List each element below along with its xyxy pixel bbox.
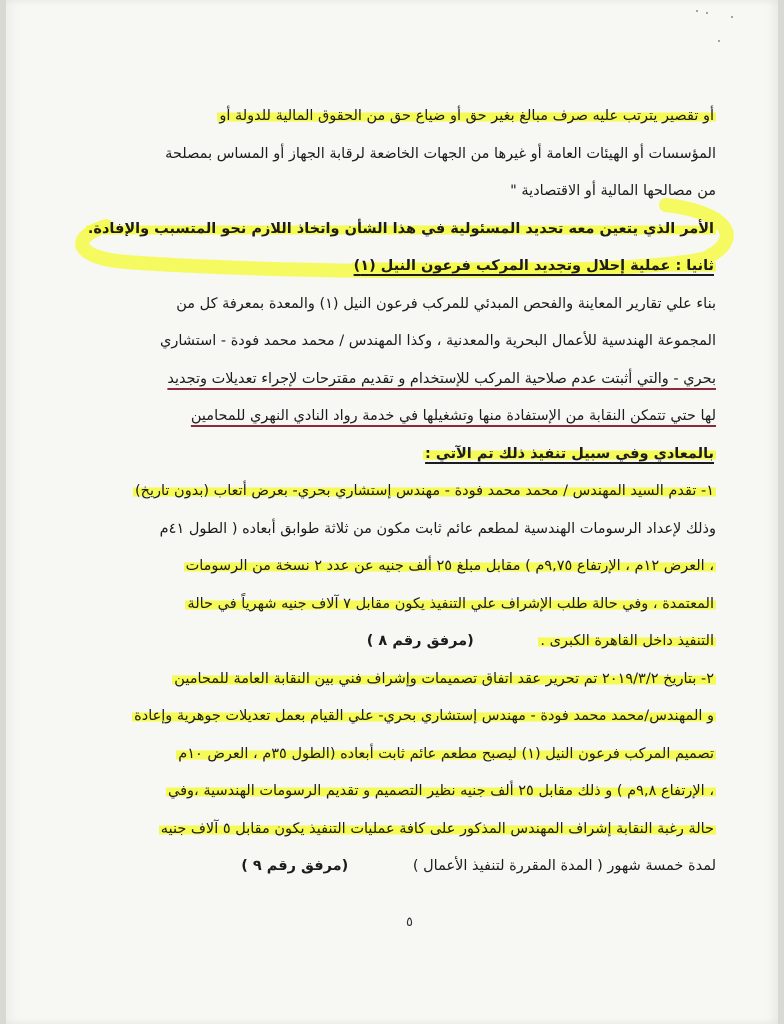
scan-speck (731, 16, 733, 18)
scan-speck (718, 40, 720, 42)
text-line: المجموعة الهندسية للأعمال البحرية والمعدنية ، وكذا المهندس / محمد محمد فودة - استشاري (159, 333, 716, 349)
document-body (76, 98, 716, 886)
text-line (76, 773, 716, 811)
attachment-reference: (مرفق رقم ٩ ) (241, 858, 349, 874)
highlighted-text: بالمعادي وفي سبيل تنفيذ ذلك تم الآتي : (425, 445, 714, 462)
highlighted-text: ، العرض ١٢م ، الإرتفاع ٩,٧٥م ) مقابل مبلغ ٢٥ ألف جنيه عن عدد ٢ نسخة من الرسومات (185, 558, 714, 574)
text-line (76, 736, 716, 774)
text-line: وذلك لإعداد الرسومات الهندسية لمطعم عائم ثابت مكون من ثلاثة طوابق أبعاده ( الطول ٤١م (159, 520, 716, 537)
highlighted-text: ، الإرتفاع ٩,٨م ) و ذلك مقابل ٢٥ ألف جنيه نظير التصميم و تقديم الرسومات الهندسية ،وفي (168, 783, 714, 799)
text-line (76, 473, 716, 511)
text-line (76, 586, 716, 624)
text-line (76, 623, 716, 661)
highlighted-text: حالة رغبة النقابة إشراف المهندس المذكور على كافة عمليات التنفيذ يكون مقابل ٥ آلاف جنيه (160, 820, 714, 837)
document-page (6, 0, 778, 1024)
highlighted-text: التنفيذ داخل القاهرة الكبرى . (540, 633, 714, 649)
highlighted-text: الأمر الذي يتعين معه تحديد المسئولية في هذا الشأن واتخاذ اللازم نحو المتسبب والإفادة. (87, 220, 714, 237)
text-line (76, 98, 716, 136)
highlighted-text: أو تقصير يترتب عليه صرف مبالغ بغير حق أو ضياع حق من الحقوق المالية للدولة أو (219, 108, 714, 124)
text-line (76, 848, 716, 886)
scan-speck (696, 10, 698, 12)
attachment-reference: (مرفق رقم ٨ ) (366, 633, 474, 649)
underlined-text: بحري - والتي أثبتت عدم صلاحية المركب للإستخدام و تقديم مقترحات لإجراء تعديلات وتجديد (167, 370, 716, 387)
text-line (76, 548, 716, 586)
highlighted-text: تصميم المركب فرعون النيل (١) ليصبح مطعم عائم ثابت أبعاده (الطول ٣٥م ، العرض ١٠م (178, 745, 714, 762)
text-line (76, 398, 716, 436)
underlined-text: لها حتي تتمكن النقابة من الإستفادة منها وتشغيلها في خدمة رواد النادي النهري للمحامين (190, 408, 716, 424)
text-line (76, 661, 716, 699)
highlighted-text: ثانيا : عملية إحلال وتجديد المركب فرعون النيل (١) (353, 258, 714, 274)
text-line: بناء علي تقارير المعاينة والفحص المبدئي للمركب فرعون النيل (١) والمعدة بمعرفة كل من (176, 295, 716, 312)
text-line: من مصالحها المالية أو الاقتصادية " (510, 183, 716, 199)
highlighted-text: ١- تقدم السيد المهندس / محمد محمد فودة - مهندس إستشاري بحري- بعرض أتعاب (بدون تاريخ) (134, 483, 714, 499)
text-line (76, 698, 716, 736)
text-line (76, 811, 716, 849)
section-heading (76, 248, 716, 286)
text-line (76, 211, 716, 249)
highlighted-text: المعتمدة ، وفي حالة طلب الإشراف علي التنفيذ يكون مقابل ٧ آلاف جنيه شهرياً في حالة (187, 595, 714, 612)
page-number: ٥ (406, 915, 413, 930)
highlighted-text: و المهندس/محمد محمد فودة - مهندس إستشاري بحري- علي القيام بعمل تعديلات جوهرية وإعادة (134, 708, 714, 724)
text-line (76, 361, 716, 399)
text-line: المؤسسات أو الهيئات العامة أو غيرها من الجهات الخاضعة لرقابة الجهاز أو المساس بمصلحة (165, 145, 716, 162)
text-line (76, 436, 716, 474)
scan-speck (706, 12, 708, 14)
highlighted-text: ٢- بتاريخ ٢٠١٩/٣/٢ تم تحرير عقد اتفاق تصميمات وإشراف فني بين النقابة العامة للمحامين (174, 670, 714, 687)
plain-text: لمدة خمسة شهور ( المدة المقررة لتنفيذ الأعمال ) (412, 858, 716, 874)
